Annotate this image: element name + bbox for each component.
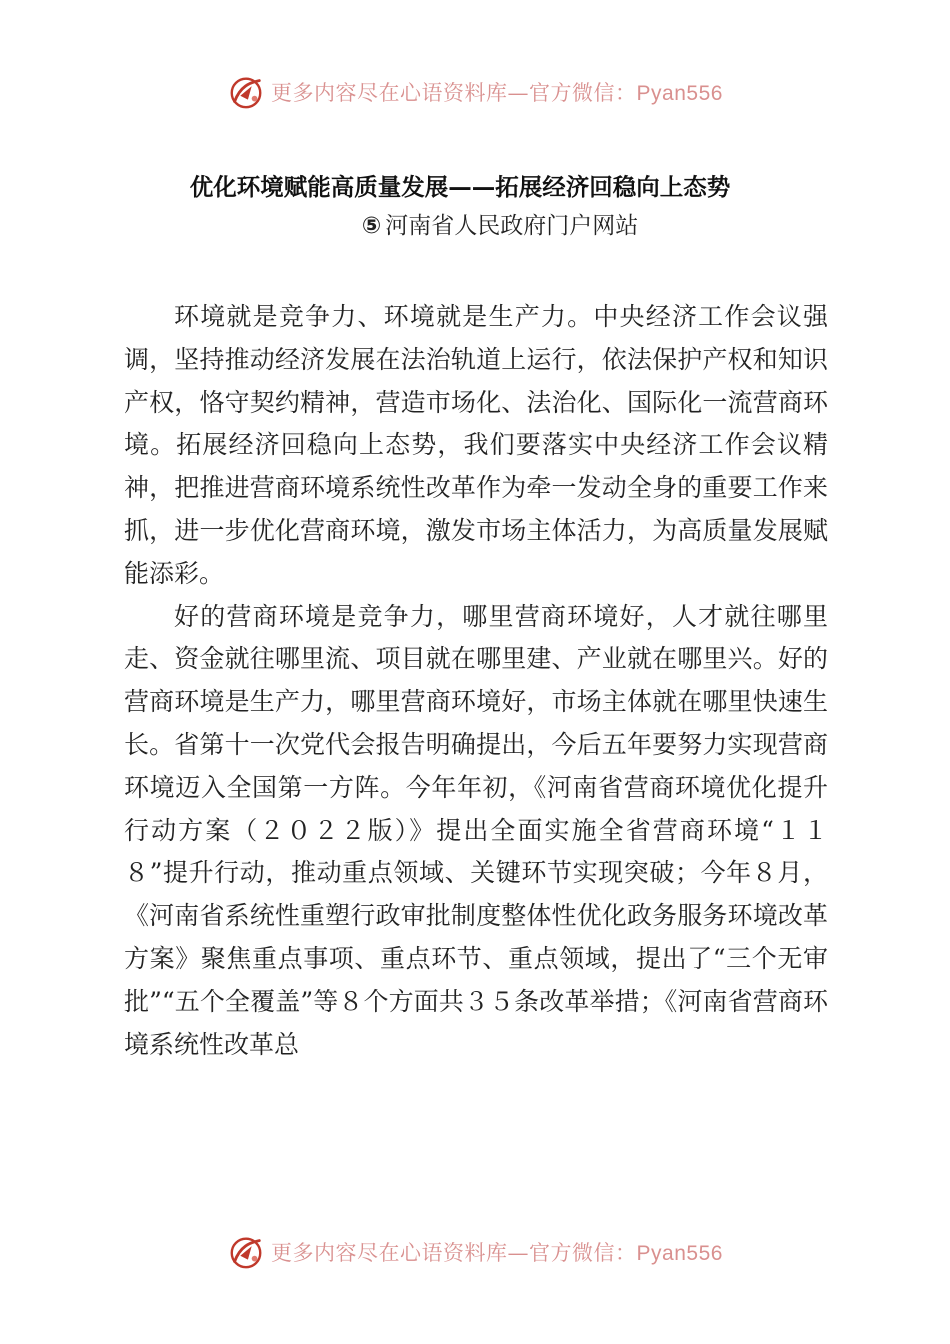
- article-source: [0, 207, 950, 240]
- watermark-wechat-id: Pyan556: [636, 82, 723, 105]
- footer-watermark: [0, 1232, 950, 1272]
- paragraph-1: 环境就是竞争力、环境就是生产力。中央经济工作会议强调，坚持推动经济发展在法治轨道上运行，依法保护产权和知识产权，恪守契约精神，营造市场化、法治化、国际化一流营商环境。拓展经济回稳向上态势，我们要落实中央经济工作会议精神，把推进营商环境系统性改革作为牵一发动全身的重要工作来抓，进一步优化营商环境，激发市场主体活力，为高质量发展赋能添彩。: [124, 302, 828, 588]
- source-number: ⑤: [361, 213, 382, 239]
- watermark-wechat-id: Pyan556: [636, 1242, 723, 1265]
- article-body: [124, 296, 828, 1066]
- logo-icon: [227, 1233, 265, 1271]
- logo-icon: [227, 73, 265, 111]
- header-watermark: [0, 72, 950, 112]
- article-title: 优化环境赋能高质量发展——拓展经济回稳向上态势: [189, 173, 731, 201]
- watermark-text: 更多内容尽在心语资料库—官方微信：Pyan556: [271, 1241, 723, 1265]
- watermark-text: 更多内容尽在心语资料库—官方微信：Pyan556: [271, 81, 723, 105]
- source-name: 河南省人民政府门户网站: [385, 213, 639, 239]
- paragraph-2: 好的营商环境是竞争力，哪里营商环境好，人才就往哪里走、资金就往哪里流、项目就在哪里建、产业就在哪里兴。好的营商环境是生产力，哪里营商环境好，市场主体就在哪里快速生长。省第十一次党代会报告明确提出，今后五年要努力实现营商环境迈入全国第一方阵。今年年初，《河南省营商环境优化提升行动方案（２０２２版）》提出全面实施全省营商环境“１１８”提升行动，推动重点领域、关键环节实现突破；今年８月，《河南省系统性重塑行政审批制度整体性优化政务服务环境改革方案》聚焦重点事项、重点环节、重点领域，提出了“三个无审批”“五个全覆盖”等８个方面共３５条改革举措；《河南省营商环境系统性改革总: [124, 601, 828, 1059]
